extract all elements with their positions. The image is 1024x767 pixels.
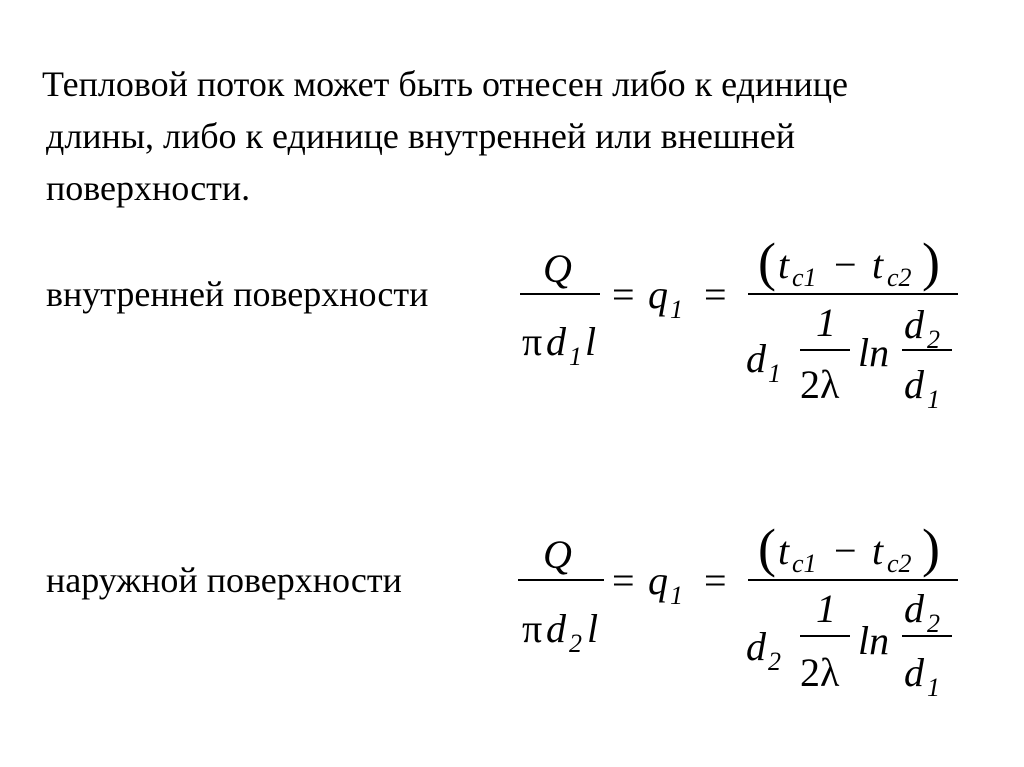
t-c1: t	[778, 242, 790, 287]
lhs-d-subscript: 2	[569, 629, 582, 658]
one: 1	[816, 586, 836, 631]
intro-line-2: длины, либо к единице внутренней или внешней	[46, 116, 796, 156]
minus-sign: −	[834, 242, 857, 287]
intro-line-3: поверхности.	[46, 168, 251, 208]
lhs-d: d	[546, 606, 566, 651]
lhs-numerator-Q: Q	[543, 532, 572, 577]
t-c1: t	[778, 528, 790, 573]
q: q	[648, 558, 668, 603]
lhs-pi: π	[522, 606, 543, 651]
lhs-l: l	[585, 319, 597, 364]
ratio-numerator-d: d	[904, 302, 924, 347]
den-d-subscript: 1	[768, 359, 781, 388]
ratio-denominator-d: d	[904, 362, 924, 407]
equals-sign: =	[704, 558, 727, 603]
den-d: d	[746, 624, 766, 669]
t-c1-subscript: c1	[792, 549, 817, 578]
ratio-denominator-subscript: 1	[927, 385, 940, 414]
ratio-numerator-d: d	[904, 586, 924, 631]
ratio-denominator-subscript: 1	[927, 673, 940, 702]
t-c2-subscript: c2	[887, 549, 912, 578]
paren-close: )	[922, 518, 940, 578]
outer-surface-label: наружной поверхности	[46, 560, 402, 600]
t-c2-subscript: c2	[887, 263, 912, 292]
lhs-numerator-Q: Q	[543, 246, 572, 291]
t-c2: t	[872, 242, 884, 287]
equals-sign: =	[704, 272, 727, 317]
q-subscript: 1	[670, 581, 683, 610]
lhs-l: l	[587, 606, 599, 651]
ln: ln	[858, 618, 890, 663]
lhs-d: d	[546, 319, 566, 364]
equals-sign: =	[612, 558, 635, 603]
paren-open: (	[758, 518, 776, 578]
den-d-subscript: 2	[768, 647, 781, 676]
ratio-denominator-d: d	[904, 650, 924, 695]
t-c1-subscript: c1	[792, 263, 817, 292]
ln: ln	[858, 330, 890, 375]
minus-sign: −	[834, 528, 857, 573]
ratio-numerator-subscript: 2	[927, 325, 940, 354]
den-d: d	[746, 336, 766, 381]
paren-close: )	[922, 232, 940, 292]
two-lambda: 2λ	[800, 650, 840, 695]
two-lambda: 2λ	[800, 362, 840, 407]
intro-line-1: Тепловой поток может быть отнесен либо к единице	[42, 64, 848, 104]
t-c2: t	[872, 528, 884, 573]
equals-sign: =	[612, 272, 635, 317]
one: 1	[816, 300, 836, 345]
inner-surface-label: внутренней поверхности	[46, 274, 429, 314]
ratio-numerator-subscript: 2	[927, 609, 940, 638]
q: q	[648, 272, 668, 317]
lhs-d-subscript: 1	[569, 342, 582, 371]
paren-open: (	[758, 232, 776, 292]
q-subscript: 1	[670, 295, 683, 324]
lhs-pi: π	[522, 319, 543, 364]
